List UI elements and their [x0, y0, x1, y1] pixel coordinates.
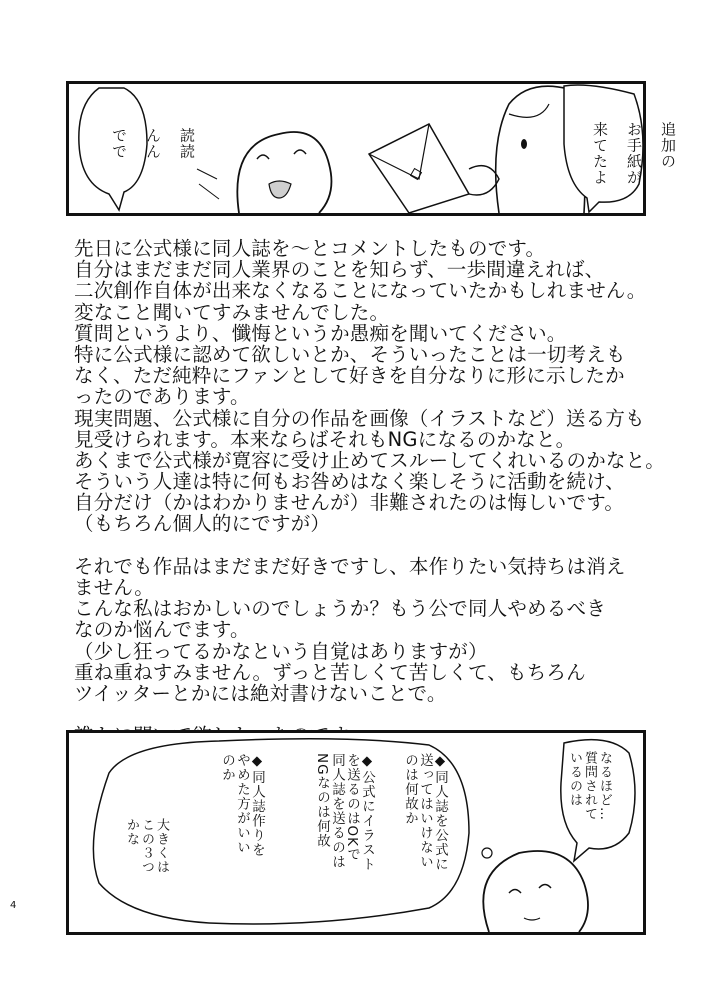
- question-item-3: ◆同人誌作りを やめた方がいい のか: [219, 753, 265, 857]
- letter-line: なく、ただ純粋にファンとして好きを自分なりに形に示したか: [74, 364, 625, 388]
- letter-line: （少し狂ってるかなという自覚はありますが）: [74, 639, 488, 663]
- summary-text: 大きくは この３つ かな: [124, 818, 169, 874]
- left-bubble-line-3: でで: [110, 127, 128, 160]
- letter-line: 自分はまだまだ同人業界のことを知らず、一歩間違えれば、: [74, 258, 605, 282]
- letter-line: 現実問題、公式様に自分の作品を画像（イラストなど）送る方も: [74, 406, 645, 430]
- letter-body: [74, 238, 664, 747]
- letter-line: あくまで公式様が寛容に受け止めてスルーしてくれいるのかなと。: [74, 448, 666, 472]
- letter-line: 二次創作自体が出来なくなることになっていたかもしれません。: [74, 279, 647, 303]
- letter-line: なのか悩んでます。: [74, 618, 250, 642]
- question-item-1: ◆同人誌を公式に 送ってはいけない のは何故か: [402, 753, 448, 872]
- right-bubble-line-1: 追加の: [659, 121, 677, 170]
- letter-line: こんな私はおかしいのでしょうか？もう公で同人やめるべき: [74, 597, 606, 621]
- letter-line: それでも作品はまだまだ好きですし、本作りたい気持ちは消え: [74, 554, 626, 578]
- letter-line: ったのであります。: [74, 385, 250, 409]
- left-bubble-line-1: 読読: [178, 127, 196, 160]
- bottom-comic-panel: [66, 730, 646, 935]
- right-bubble-line-2: お手紙が: [625, 121, 643, 186]
- page-number: 4: [10, 900, 17, 911]
- letter-line: 質問というより、懺悔というか愚痴を聞いてください。: [74, 321, 567, 345]
- question-item-2: ◆公式にイラスト を送るのはOKで 同人誌を送るのは NGなのは何故: [314, 753, 375, 872]
- letter-line: （もちろん個人的にですが）: [74, 512, 331, 536]
- letter-line: ません。: [74, 576, 154, 599]
- letter-line: 特に公式様に認めて欲しいとか、そういったことは一切考えも: [74, 342, 626, 366]
- left-bubble-line-2: んん: [144, 127, 162, 160]
- left-speech-text: [93, 104, 212, 159]
- letter-line: 変なこと聞いてすみませんでした。: [74, 300, 390, 324]
- letter-paragraph-2: [74, 556, 664, 704]
- letter-line: そういう人達は特に何もお咎めはなく楽しそうに活動を続け、: [74, 470, 625, 494]
- right-bubble-text: なるほど… 質問されて いるのは: [567, 751, 612, 821]
- paragraph-gap: [74, 535, 664, 556]
- letter-line: 先日に公式様に同人誌を〜とコメントしたものです。: [74, 237, 546, 260]
- letter-line: 自分だけ（かはわかりませんが）非難されたのは悔しいです。: [74, 491, 625, 515]
- top-comic-panel: [66, 81, 677, 216]
- paragraph-gap: [74, 704, 664, 725]
- letter-line: ツイッターとかには絶対書けないことで。: [74, 681, 447, 705]
- letter-paragraph-1: [74, 238, 664, 535]
- right-bubble-line-3: 来てたよ: [591, 121, 609, 186]
- letter-line: 見受けられます。本来ならばそれもNGになるのかなと。: [74, 427, 576, 451]
- letter-line: 重ね重ねすみません。ずっと苦しくて苦しくて、もちろん: [74, 660, 586, 684]
- right-speech-text: [574, 98, 693, 185]
